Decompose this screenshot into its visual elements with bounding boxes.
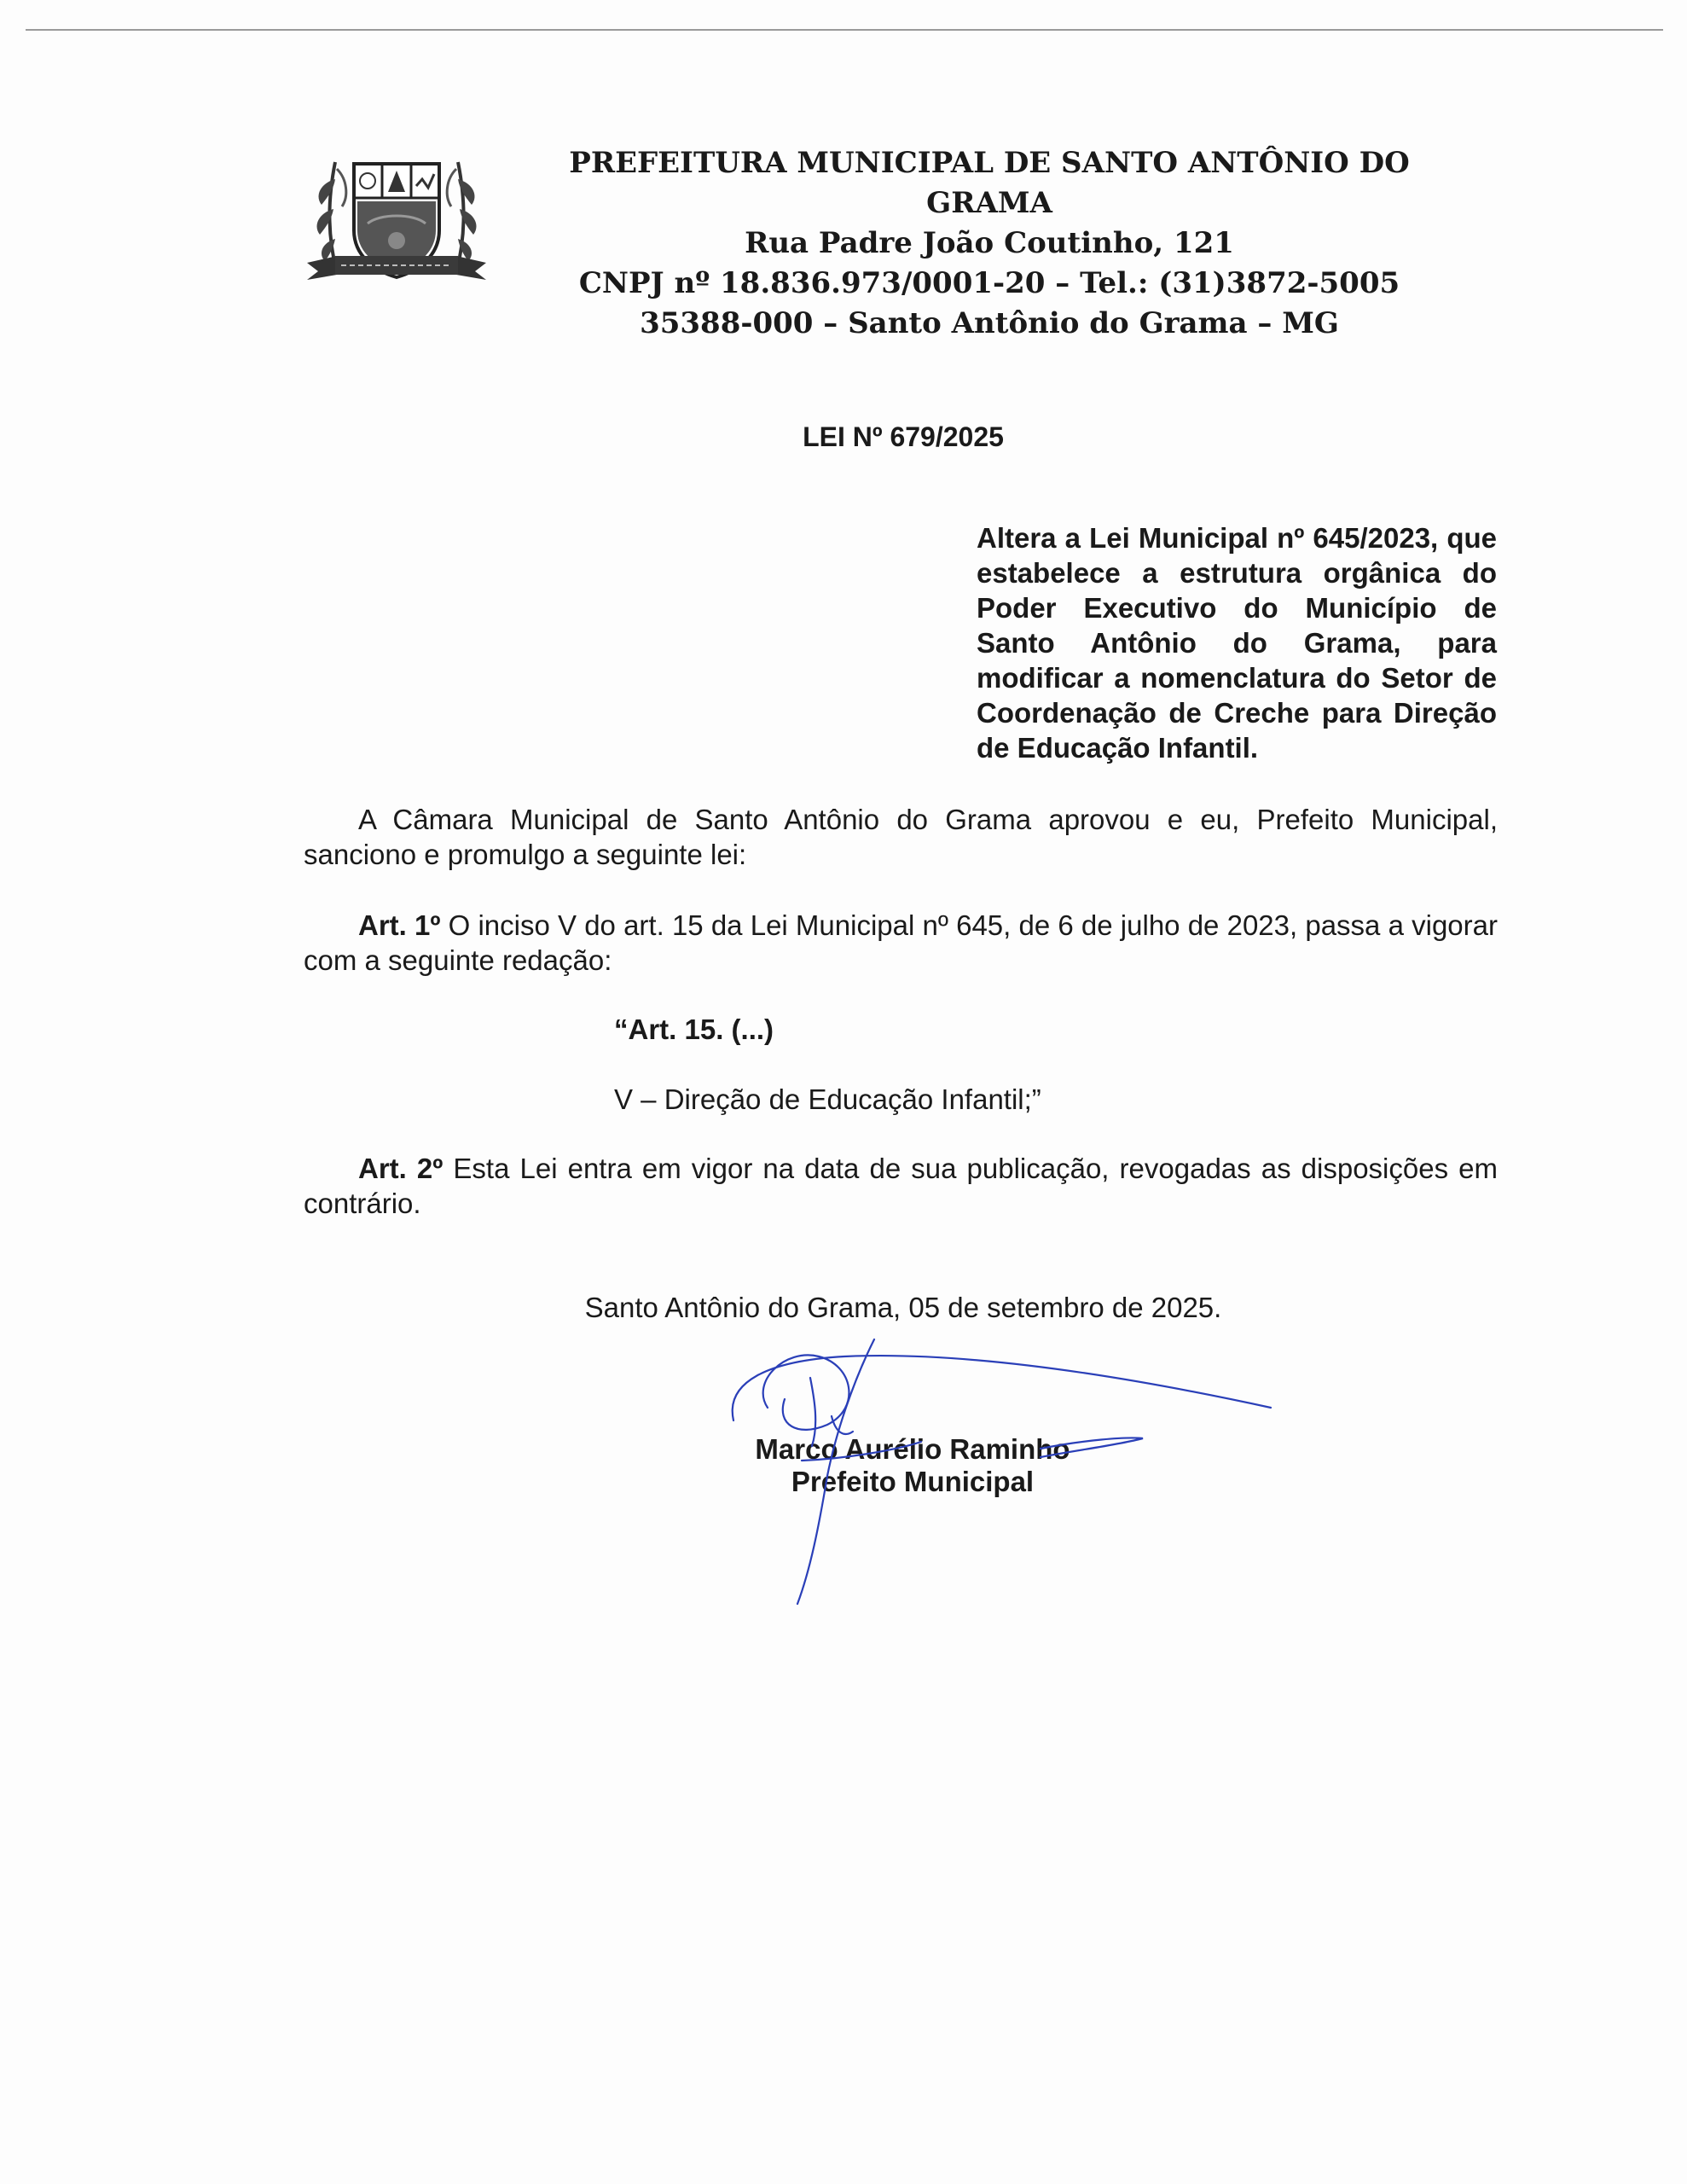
article-1 — [304, 908, 1498, 978]
signatory-name: Marco Aurélio Raminho — [755, 1433, 1070, 1465]
article-1-label: Art. 1º — [358, 909, 441, 941]
article-2-label: Art. 2º — [358, 1153, 443, 1184]
coat-of-arms-icon — [303, 145, 490, 290]
quoted-article-heading: “Art. 15. (...) — [614, 1014, 774, 1045]
signing-date: Santo Antônio do Grama, 05 de setembro de 2025. — [584, 1292, 1222, 1323]
letterhead — [512, 143, 1467, 344]
handwritten-signature — [716, 1331, 1330, 1612]
letterhead-line-2: GRAMA — [926, 186, 1052, 220]
signatory-role: Prefeito Municipal — [791, 1466, 1035, 1497]
article-2 — [304, 1151, 1498, 1221]
article-1-text: O inciso V do art. 15 da Lei Municipal nº 645, de 6 de julho de 2023, passa a vigorar com a seguinte redação: — [304, 909, 1498, 976]
law-ementa: Altera a Lei Municipal nº 645/2023, que estabelece a estrutura orgânica do Poder Executivo do Município de Santo Antônio do Grama, para modificar a nomenclatura do Setor de Coordenação de Creche para Direção de Educação Infantil. — [977, 522, 1497, 764]
law-title: LEI Nº 679/2025 — [803, 421, 1004, 452]
letterhead-postal-city: 35388-000 – Santo Antônio do Grama – MG — [640, 306, 1339, 340]
scan-edge-line — [26, 29, 1663, 31]
quoted-article-item: V – Direção de Educação Infantil;” — [614, 1083, 1041, 1115]
law-preamble: A Câmara Municipal de Santo Antônio do Grama aprovou e eu, Prefeito Municipal, sanciono e promulgo a seguinte lei: — [304, 804, 1498, 870]
letterhead-line-1: PREFEITURA MUNICIPAL DE SANTO ANTÔNIO DO — [569, 146, 1410, 180]
letterhead-address: Rua Padre João Coutinho, 121 — [745, 226, 1234, 260]
article-2-text: Esta Lei entra em vigor na data de sua publicação, revogadas as disposições em contrário. — [304, 1153, 1498, 1219]
letterhead-cnpj-phone: CNPJ nº 18.836.973/0001-20 – Tel.: (31)3872-5005 — [578, 266, 1400, 300]
